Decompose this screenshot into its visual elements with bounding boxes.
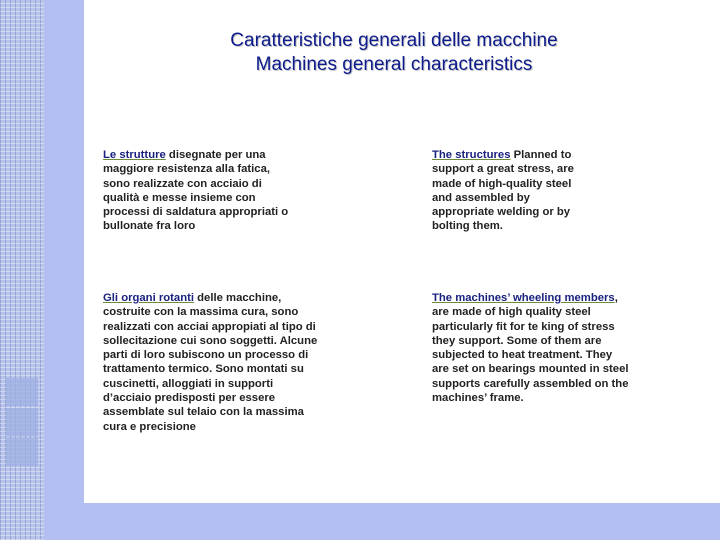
paragraph-rotating-members-italian <box>103 291 383 434</box>
title-english: Machines general characteristics <box>255 54 533 75</box>
paragraph-text: delle macchine, costruite con la massima cura, sono realizzati con acciai appropiati al tipo di sollecitazione cui sono soggetti. Alcune parti di loro subiscono un processo di trattamento termico. Sono montati su cuscinetti, alloggiati in supporti d’acciaio predisposti per essere assemblate sul telaio con la massima cura e precisione <box>103 292 318 433</box>
hyperlink-structures-en[interactable]: The structures <box>432 149 511 161</box>
hyperlink-rotating-members-it[interactable]: Gli organi rotanti <box>103 292 195 304</box>
hyperlink-wheeling-members-en[interactable]: The machines’ wheeling members <box>432 292 615 304</box>
paragraph-text: , are made of high quality steel particularly fit for te king of stress they support. Some of them are subjected to heat treatment. They are set on bearings mounted in steel supports carefully assembled on the machines’ frame. <box>432 292 629 405</box>
title-italian: Caratteristiche generali delle macchine <box>230 30 558 51</box>
decorative-square <box>6 378 38 406</box>
paragraph-structures-english <box>432 148 632 234</box>
hyperlink-structures-it[interactable]: Le strutture <box>103 149 166 161</box>
slide-title <box>84 29 704 77</box>
decorative-square <box>6 408 38 436</box>
paragraph-wheeling-members-english <box>432 291 702 405</box>
decorative-square <box>6 438 38 466</box>
paragraph-structures-italian <box>103 148 343 234</box>
decorative-left-strip <box>0 0 44 540</box>
decorative-vertical-band <box>44 0 84 540</box>
decorative-bottom-band <box>84 503 720 540</box>
paragraph-text: disegnate per una maggiore resistenza alla fatica, sono realizzate con acciaio di qualità e messe insieme con processi di saldatura appropriati o bullonate fra loro <box>103 149 289 233</box>
paragraph-text: Planned to support a great stress, are made of high-quality steel and assembled by appropriate welding or by bolting them. <box>432 149 574 233</box>
